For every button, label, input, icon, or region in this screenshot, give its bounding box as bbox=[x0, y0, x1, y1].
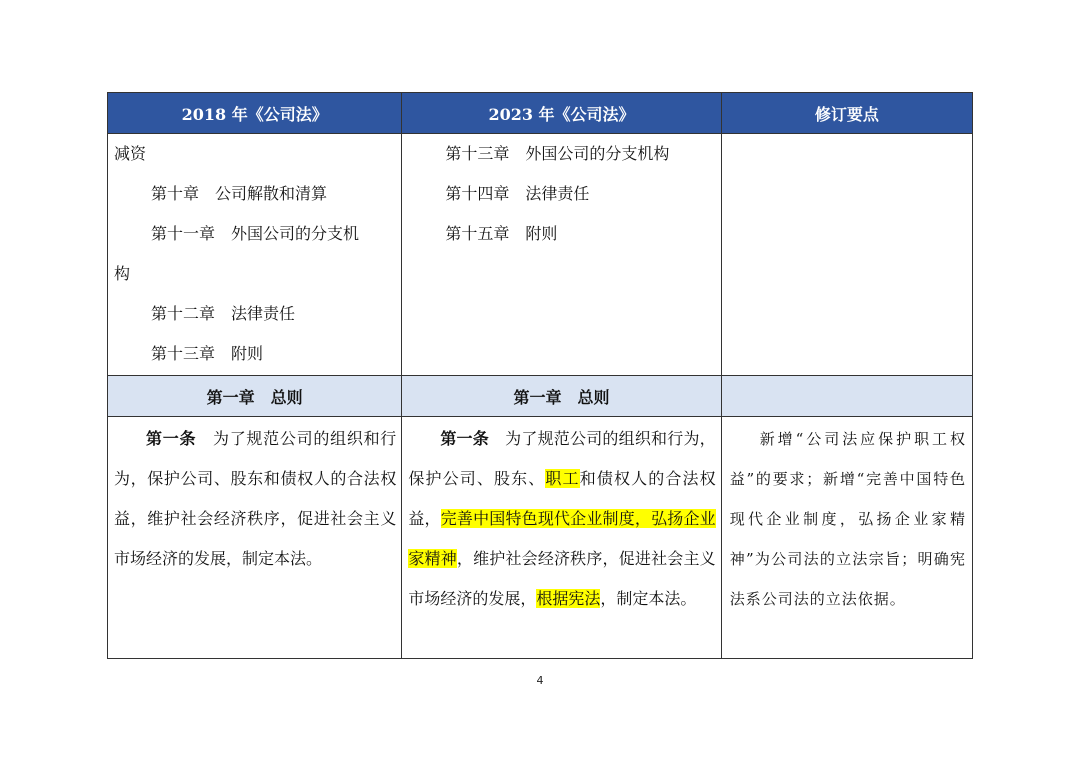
chapter-row bbox=[108, 376, 973, 417]
2023-toc-line: 第十五章 附则 bbox=[445, 224, 558, 243]
article-2023-segment: ，维护社会经济秩序，促进社会主义市场经济的发展， bbox=[408, 549, 716, 608]
toc-2018-cell bbox=[108, 134, 402, 376]
toc-2023-cell bbox=[402, 134, 721, 376]
2018-toc-line: 构 bbox=[114, 264, 131, 283]
header-revision-points: 修订要点 bbox=[721, 93, 972, 134]
2018-toc-line: 第十二章 法律责任 bbox=[151, 304, 296, 323]
article-row bbox=[108, 417, 973, 659]
2018-toc-line: 减资 bbox=[114, 144, 147, 163]
2023-toc-line: 第十三章 外国公司的分支机构 bbox=[445, 144, 670, 163]
2018-toc-line: 第十三章 附则 bbox=[151, 344, 264, 363]
revision-note-text: 新增“公司法应保护职工权益”的要求；新增“完善中国特色现代企业制度，弘扬企业家精神”为公司法的立法宗旨；明确宪法系公司法的立法依据。 bbox=[729, 430, 966, 608]
toc-row bbox=[108, 134, 973, 376]
highlighted-segment: 根据宪法 bbox=[536, 589, 601, 608]
revision-note-cell bbox=[721, 417, 972, 659]
chapter-heading-notes bbox=[721, 376, 972, 417]
article-2018-lead: 第一条 bbox=[146, 429, 197, 448]
highlighted-segment: 完善中国特色现代企业制度，弘扬企业家精神 bbox=[408, 509, 716, 568]
table-header-row bbox=[108, 93, 973, 134]
article-2018-cell bbox=[108, 417, 402, 659]
toc-notes-cell bbox=[721, 134, 972, 376]
article-2023-segment: 为了规范公司的组织和行为，保护公司、股东、 bbox=[408, 429, 716, 488]
page-number: 4 bbox=[536, 674, 544, 687]
header-2018-law: 2018 年《公司法》 bbox=[108, 93, 402, 134]
chapter-heading-2023: 第一章 总则 bbox=[402, 376, 721, 417]
article-2018-text bbox=[108, 419, 401, 579]
2018-toc-line: 第十章 公司解散和清算 bbox=[151, 184, 328, 203]
2018-toc-line: 第十一章 外国公司的分支机 bbox=[151, 224, 360, 243]
highlighted-segment: 职工 bbox=[545, 469, 580, 488]
law-comparison-table bbox=[107, 92, 973, 659]
article-2023-text bbox=[402, 419, 720, 619]
article-2023-segment: ，制定本法。 bbox=[600, 589, 697, 608]
header-2023-law: 2023 年《公司法》 bbox=[402, 93, 721, 134]
article-2023-segment: 和债权人的合法权益， bbox=[408, 469, 716, 528]
article-2023-lead: 第一条 bbox=[440, 429, 489, 448]
2023-toc-line: 第十四章 法律责任 bbox=[445, 184, 590, 203]
article-2018-body: 为了规范公司的组织和行为，保护公司、股东和债权人的合法权益，维护社会经济秩序，促进社会主义市场经济的发展，制定本法。 bbox=[114, 429, 397, 568]
chapter-heading-2018: 第一章 总则 bbox=[108, 376, 402, 417]
article-2023-cell bbox=[402, 417, 721, 659]
